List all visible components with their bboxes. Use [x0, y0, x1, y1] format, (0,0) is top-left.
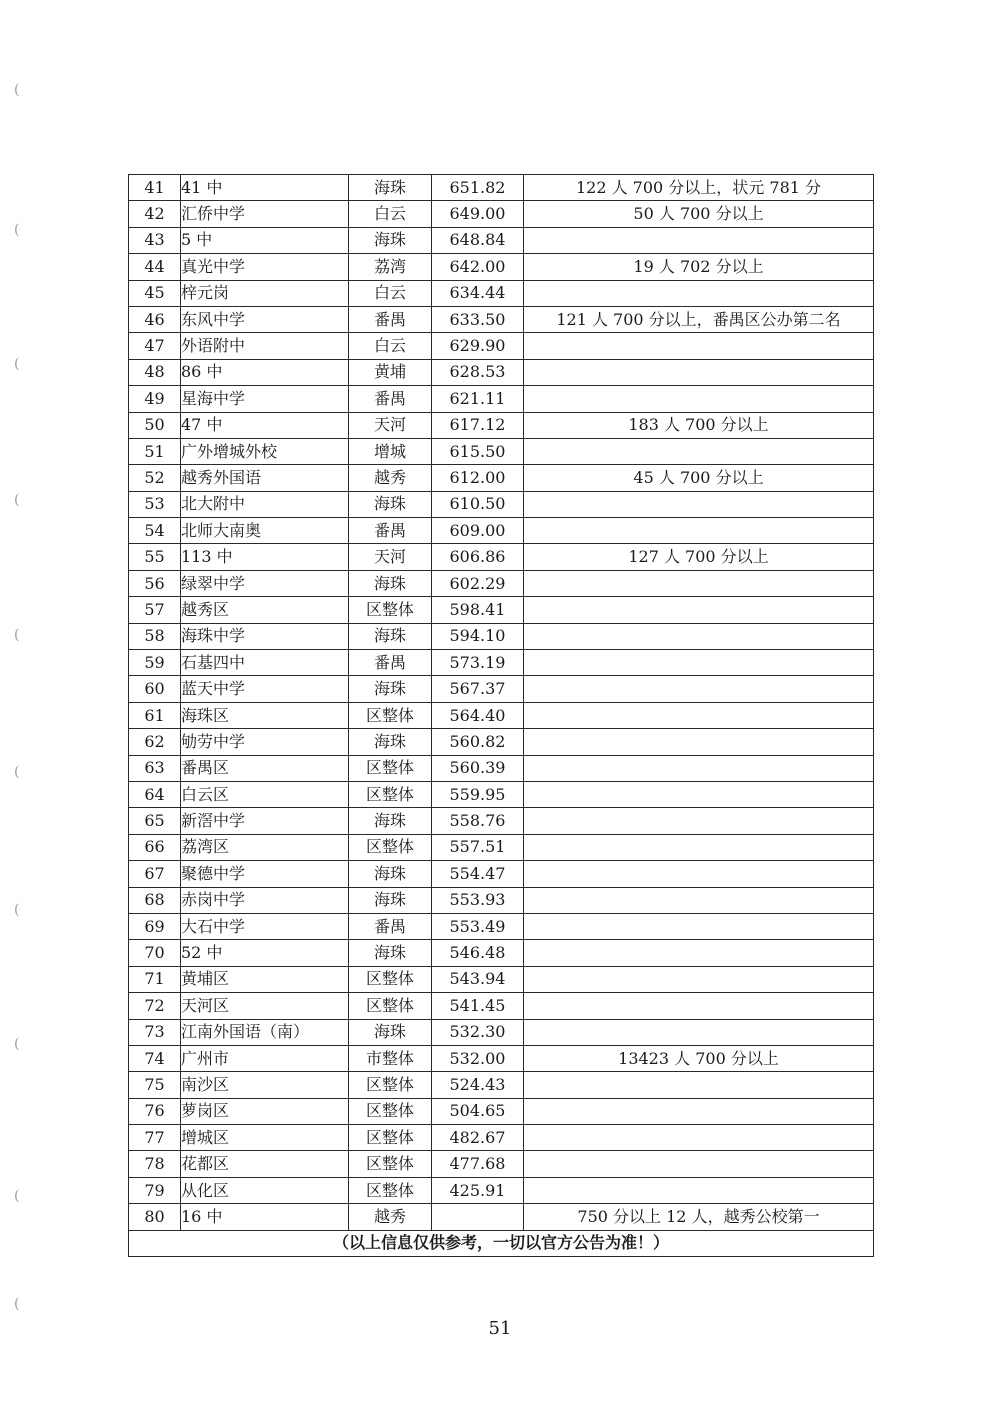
district-cell: 荔湾 [349, 254, 432, 280]
district-cell: 海珠 [349, 175, 432, 201]
table-row [129, 1151, 874, 1177]
note-cell [524, 993, 874, 1019]
table-row [129, 1045, 874, 1071]
school-name-cell: 52 中 [181, 940, 349, 966]
school-name-cell: 北大附中 [181, 491, 349, 517]
note-cell [524, 438, 874, 464]
note-cell: 19 人 702 分以上 [524, 254, 874, 280]
district-cell: 白云 [349, 280, 432, 306]
district-cell: 海珠 [349, 729, 432, 755]
note-cell [524, 650, 874, 676]
score-cell: 606.86 [432, 544, 524, 570]
note-cell [524, 386, 874, 412]
table-row [129, 491, 874, 517]
district-cell: 增城 [349, 438, 432, 464]
rank-cell: 52 [129, 465, 181, 491]
school-name-cell: 荔湾区 [181, 834, 349, 860]
school-name-cell: 5 中 [181, 227, 349, 253]
rank-cell: 50 [129, 412, 181, 438]
note-cell [524, 755, 874, 781]
rank-cell: 64 [129, 781, 181, 807]
note-cell [524, 1019, 874, 1045]
district-cell: 海珠 [349, 887, 432, 913]
score-cell: 602.29 [432, 570, 524, 596]
score-cell: 642.00 [432, 254, 524, 280]
score-cell: 573.19 [432, 650, 524, 676]
note-cell [524, 597, 874, 623]
district-cell: 白云 [349, 333, 432, 359]
rank-cell: 45 [129, 280, 181, 306]
table-row [129, 280, 874, 306]
rank-cell: 80 [129, 1204, 181, 1230]
table-row [129, 254, 874, 280]
rank-cell: 72 [129, 993, 181, 1019]
school-name-cell: 星海中学 [181, 386, 349, 412]
score-cell: 557.51 [432, 834, 524, 860]
school-name-cell: 石基四中 [181, 650, 349, 676]
table-row [129, 175, 874, 201]
school-name-cell: 汇侨中学 [181, 201, 349, 227]
score-cell: 612.00 [432, 465, 524, 491]
table-row [129, 1204, 874, 1230]
table-row [129, 966, 874, 992]
rank-cell: 65 [129, 808, 181, 834]
district-cell: 番禺 [349, 386, 432, 412]
score-cell: 425.91 [432, 1177, 524, 1203]
school-name-cell: 海珠区 [181, 702, 349, 728]
score-cell: 477.68 [432, 1151, 524, 1177]
score-cell: 482.67 [432, 1125, 524, 1151]
school-name-cell: 113 中 [181, 544, 349, 570]
school-name-cell: 广州市 [181, 1045, 349, 1071]
note-cell [524, 491, 874, 517]
school-name-cell: 16 中 [181, 1204, 349, 1230]
score-cell: 532.00 [432, 1045, 524, 1071]
rank-cell: 74 [129, 1045, 181, 1071]
footer-row [129, 1230, 874, 1256]
school-name-cell: 花都区 [181, 1151, 349, 1177]
score-cell: 532.30 [432, 1019, 524, 1045]
district-cell: 越秀 [349, 465, 432, 491]
rank-cell: 48 [129, 359, 181, 385]
table-row [129, 993, 874, 1019]
table-row [129, 834, 874, 860]
district-cell: 海珠 [349, 861, 432, 887]
rank-cell: 42 [129, 201, 181, 227]
table-row [129, 1019, 874, 1045]
rank-cell: 66 [129, 834, 181, 860]
rank-cell: 61 [129, 702, 181, 728]
district-cell: 番禺 [349, 306, 432, 332]
rank-cell: 41 [129, 175, 181, 201]
rank-cell: 63 [129, 755, 181, 781]
note-cell [524, 359, 874, 385]
school-name-cell: 广外增城外校 [181, 438, 349, 464]
table-row [129, 465, 874, 491]
table-row [129, 201, 874, 227]
rank-cell: 75 [129, 1072, 181, 1098]
district-cell: 区整体 [349, 1072, 432, 1098]
binder-hole-mark: ( [14, 764, 20, 780]
note-cell [524, 913, 874, 939]
school-name-cell: 黄埔区 [181, 966, 349, 992]
binder-hole-mark: ( [14, 222, 20, 238]
district-cell: 区整体 [349, 755, 432, 781]
school-name-cell: 大石中学 [181, 913, 349, 939]
note-cell [524, 729, 874, 755]
district-cell: 天河 [349, 412, 432, 438]
table-row [129, 1098, 874, 1124]
table-row [129, 1125, 874, 1151]
score-cell: 560.39 [432, 755, 524, 781]
page-number: 51 [488, 1318, 512, 1339]
rank-cell: 79 [129, 1177, 181, 1203]
note-cell [524, 227, 874, 253]
note-cell: 122 人 700 分以上，状元 781 分 [524, 175, 874, 201]
district-cell: 区整体 [349, 1098, 432, 1124]
table-row [129, 1177, 874, 1203]
note-cell: 50 人 700 分以上 [524, 201, 874, 227]
note-cell [524, 1177, 874, 1203]
rank-cell: 77 [129, 1125, 181, 1151]
school-name-cell: 47 中 [181, 412, 349, 438]
disclaimer-note: （以上信息仅供参考，一切以官方公告为准！） [129, 1230, 874, 1256]
school-name-cell: 番禺区 [181, 755, 349, 781]
district-cell: 区整体 [349, 781, 432, 807]
district-cell: 黄埔 [349, 359, 432, 385]
rank-cell: 54 [129, 518, 181, 544]
rank-cell: 73 [129, 1019, 181, 1045]
table-row [129, 386, 874, 412]
district-cell: 海珠 [349, 227, 432, 253]
school-name-cell: 北师大南奥 [181, 518, 349, 544]
note-cell [524, 966, 874, 992]
note-cell [524, 808, 874, 834]
school-name-cell: 东风中学 [181, 306, 349, 332]
school-name-cell: 41 中 [181, 175, 349, 201]
table-row [129, 887, 874, 913]
score-cell: 598.41 [432, 597, 524, 623]
score-cell: 621.11 [432, 386, 524, 412]
score-cell: 629.90 [432, 333, 524, 359]
note-cell [524, 1151, 874, 1177]
score-cell: 633.50 [432, 306, 524, 332]
note-cell: 13423 人 700 分以上 [524, 1045, 874, 1071]
note-cell [524, 333, 874, 359]
rank-cell: 62 [129, 729, 181, 755]
rank-cell: 76 [129, 1098, 181, 1124]
district-cell: 海珠 [349, 808, 432, 834]
district-cell: 区整体 [349, 993, 432, 1019]
school-name-cell: 真光中学 [181, 254, 349, 280]
table-row [129, 359, 874, 385]
district-cell: 区整体 [349, 1151, 432, 1177]
note-cell: 183 人 700 分以上 [524, 412, 874, 438]
table-row [129, 333, 874, 359]
district-cell: 番禺 [349, 650, 432, 676]
note-cell: 127 人 700 分以上 [524, 544, 874, 570]
table-row [129, 570, 874, 596]
school-name-cell: 梓元岗 [181, 280, 349, 306]
note-cell [524, 1098, 874, 1124]
score-cell: 546.48 [432, 940, 524, 966]
table-body [129, 175, 874, 1231]
binder-hole-mark: ( [14, 492, 20, 508]
binder-hole-mark: ( [14, 82, 20, 98]
table-row [129, 861, 874, 887]
table-row [129, 597, 874, 623]
rank-cell: 55 [129, 544, 181, 570]
rank-cell: 70 [129, 940, 181, 966]
table-row [129, 755, 874, 781]
school-name-cell: 越秀外国语 [181, 465, 349, 491]
table-row [129, 623, 874, 649]
table-row [129, 676, 874, 702]
score-cell: 559.95 [432, 781, 524, 807]
school-name-cell: 劬劳中学 [181, 729, 349, 755]
note-cell [524, 861, 874, 887]
district-cell: 区整体 [349, 1177, 432, 1203]
score-cell: 648.84 [432, 227, 524, 253]
score-cell: 649.00 [432, 201, 524, 227]
district-cell: 海珠 [349, 940, 432, 966]
rank-cell: 49 [129, 386, 181, 412]
score-cell: 553.93 [432, 887, 524, 913]
school-score-table [128, 174, 874, 1257]
school-name-cell: 江南外国语（南） [181, 1019, 349, 1045]
rank-cell: 60 [129, 676, 181, 702]
score-cell: 504.65 [432, 1098, 524, 1124]
note-cell: 750 分以上 12 人，越秀公校第一 [524, 1204, 874, 1230]
rank-cell: 67 [129, 861, 181, 887]
table-row [129, 729, 874, 755]
note-cell: 45 人 700 分以上 [524, 465, 874, 491]
table-row [129, 544, 874, 570]
note-cell [524, 280, 874, 306]
school-name-cell: 绿翠中学 [181, 570, 349, 596]
district-cell: 海珠 [349, 1019, 432, 1045]
rank-cell: 47 [129, 333, 181, 359]
score-cell: 554.47 [432, 861, 524, 887]
rank-cell: 46 [129, 306, 181, 332]
score-cell: 609.00 [432, 518, 524, 544]
binder-hole-mark: ( [14, 356, 20, 372]
district-cell: 番禺 [349, 913, 432, 939]
district-cell: 市整体 [349, 1045, 432, 1071]
score-cell: 567.37 [432, 676, 524, 702]
school-name-cell: 从化区 [181, 1177, 349, 1203]
district-cell: 海珠 [349, 491, 432, 517]
score-cell: 628.53 [432, 359, 524, 385]
district-cell: 区整体 [349, 702, 432, 728]
district-cell: 海珠 [349, 623, 432, 649]
score-cell [432, 1204, 524, 1230]
district-cell: 海珠 [349, 570, 432, 596]
rank-cell: 51 [129, 438, 181, 464]
score-cell: 558.76 [432, 808, 524, 834]
school-name-cell: 增城区 [181, 1125, 349, 1151]
table-row [129, 412, 874, 438]
school-name-cell: 蓝天中学 [181, 676, 349, 702]
district-cell: 白云 [349, 201, 432, 227]
school-name-cell: 外语附中 [181, 333, 349, 359]
school-name-cell: 天河区 [181, 993, 349, 1019]
note-cell: 121 人 700 分以上，番禺区公办第二名 [524, 306, 874, 332]
note-cell [524, 834, 874, 860]
score-cell: 615.50 [432, 438, 524, 464]
note-cell [524, 570, 874, 596]
score-cell: 524.43 [432, 1072, 524, 1098]
note-cell [524, 676, 874, 702]
school-name-cell: 南沙区 [181, 1072, 349, 1098]
score-cell: 564.40 [432, 702, 524, 728]
rank-cell: 53 [129, 491, 181, 517]
table-row [129, 518, 874, 544]
table-row [129, 1072, 874, 1098]
rank-cell: 71 [129, 966, 181, 992]
score-cell: 543.94 [432, 966, 524, 992]
note-cell [524, 1125, 874, 1151]
score-cell: 553.49 [432, 913, 524, 939]
score-cell: 651.82 [432, 175, 524, 201]
rank-cell: 56 [129, 570, 181, 596]
district-cell: 区整体 [349, 1125, 432, 1151]
rank-cell: 59 [129, 650, 181, 676]
table-row [129, 913, 874, 939]
school-name-cell: 86 中 [181, 359, 349, 385]
rank-cell: 57 [129, 597, 181, 623]
table-row [129, 438, 874, 464]
note-cell [524, 702, 874, 728]
school-name-cell: 聚德中学 [181, 861, 349, 887]
school-name-cell: 海珠中学 [181, 623, 349, 649]
rank-cell: 44 [129, 254, 181, 280]
school-name-cell: 新滘中学 [181, 808, 349, 834]
school-name-cell: 萝岗区 [181, 1098, 349, 1124]
note-cell [524, 781, 874, 807]
table-row [129, 781, 874, 807]
score-cell: 594.10 [432, 623, 524, 649]
table-row [129, 227, 874, 253]
table-row [129, 940, 874, 966]
rank-cell: 68 [129, 887, 181, 913]
note-cell [524, 887, 874, 913]
note-cell [524, 1072, 874, 1098]
note-cell [524, 940, 874, 966]
score-cell: 560.82 [432, 729, 524, 755]
binder-hole-mark: ( [14, 627, 20, 643]
district-cell: 区整体 [349, 966, 432, 992]
binder-hole-mark: ( [14, 902, 20, 918]
binder-hole-mark: ( [14, 1296, 20, 1312]
score-cell: 634.44 [432, 280, 524, 306]
table-row [129, 702, 874, 728]
binder-hole-mark: ( [14, 1188, 20, 1204]
school-name-cell: 白云区 [181, 781, 349, 807]
district-cell: 区整体 [349, 597, 432, 623]
district-cell: 番禺 [349, 518, 432, 544]
district-cell: 越秀 [349, 1204, 432, 1230]
table-row [129, 306, 874, 332]
score-cell: 617.12 [432, 412, 524, 438]
score-cell: 541.45 [432, 993, 524, 1019]
note-cell [524, 518, 874, 544]
rank-cell: 43 [129, 227, 181, 253]
score-cell: 610.50 [432, 491, 524, 517]
note-cell [524, 623, 874, 649]
rank-cell: 78 [129, 1151, 181, 1177]
table-row [129, 650, 874, 676]
rank-cell: 58 [129, 623, 181, 649]
table-row [129, 808, 874, 834]
district-cell: 区整体 [349, 834, 432, 860]
rank-cell: 69 [129, 913, 181, 939]
school-name-cell: 越秀区 [181, 597, 349, 623]
binder-hole-mark: ( [14, 1036, 20, 1052]
district-cell: 天河 [349, 544, 432, 570]
school-name-cell: 赤岗中学 [181, 887, 349, 913]
district-cell: 海珠 [349, 676, 432, 702]
